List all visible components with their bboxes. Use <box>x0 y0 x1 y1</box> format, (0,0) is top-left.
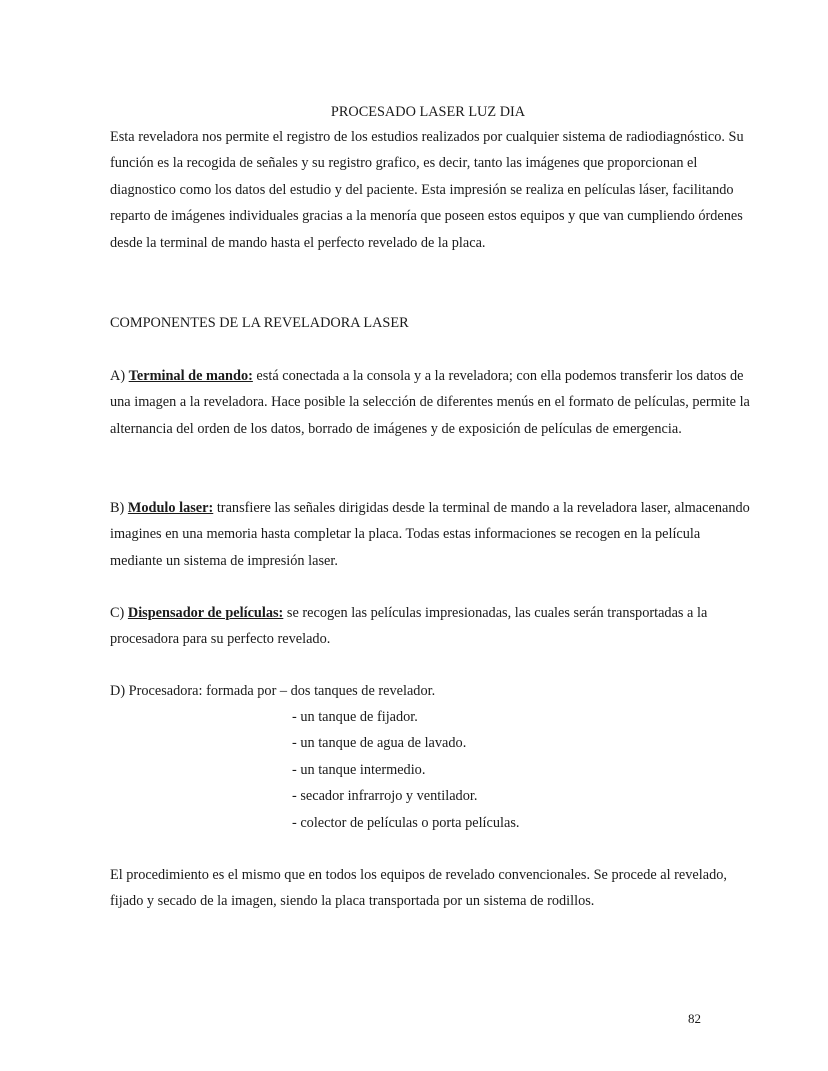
intro-paragraph: Esta reveladora nos permite el registro de los estudios realizados por cualquier sistema de radiodiagnóstico. Su función es la recogida de señales y su registro grafico, es decir, tanto las imágenes que proporcionan el diagnostico como los datos del estudio y del paciente. Esta impresión se realiza en películas láser, facilitando reparto de imágenes individuales gracias a la menoría que poseen estos equipos y que van cumpliendo órdenes desde la terminal de mando hasta el perfecto revelado de la placa. <box>110 129 744 251</box>
processor-intro: D) Procesadora: formada por – dos tanques de revelador. <box>110 683 436 699</box>
list-item: - un tanque intermedio. <box>292 761 426 778</box>
component-description: está conectada a la consola y a la reveladora; con ella podemos transferir los datos de una imagen a la reveladora. Hace posible la selección de diferentes menús en el formato de películas, permite la alternancia del orden de los datos, borrado de imágenes y de exposición de películas de emergencia. <box>110 368 750 437</box>
list-item: - secador infrarrojo y ventilador. <box>292 788 478 805</box>
list-item: - un tanque de agua de lavado. <box>292 735 467 752</box>
list-item: - un tanque de fijador. <box>292 709 418 725</box>
component-term: Terminal de mando: <box>128 368 253 384</box>
component-prefix: B) <box>110 500 128 516</box>
document-title: PROCESADO LASER LUZ DIA <box>330 104 526 120</box>
component-modulo-laser <box>110 495 750 574</box>
component-term: Dispensador de películas: <box>127 605 284 621</box>
section-heading: COMPONENTES DE LA REVELADORA LASER <box>110 315 409 331</box>
component-term: Modulo laser: <box>127 500 214 516</box>
component-description: transfiere las señales dirigidas desde la terminal de mando a la reveladora laser, almacenando imagines en una memoria hasta completar la placa. Todas estas informaciones se recogen en la película mediante un sistema de impresión laser. <box>110 500 750 569</box>
component-prefix: A) <box>110 368 129 384</box>
page-number: 82 <box>688 1011 701 1026</box>
document-page <box>110 100 750 910</box>
closing-paragraph: El procedimiento es el mismo que en todos los equipos de revelado convencionales. Se procede al revelado, fijado y secado de la imagen, siendo la placa transportada por un sistema de rodillos. <box>110 867 727 910</box>
component-prefix: C) <box>110 605 128 621</box>
processor-list <box>292 704 519 836</box>
component-dispensador <box>110 600 750 653</box>
component-terminal-de-mando <box>110 363 750 442</box>
list-item: - colector de películas o porta películas. <box>292 814 520 831</box>
component-description: se recogen las películas impresionadas, las cuales serán transportadas a la procesadora para su perfecto revelado. <box>110 605 708 648</box>
